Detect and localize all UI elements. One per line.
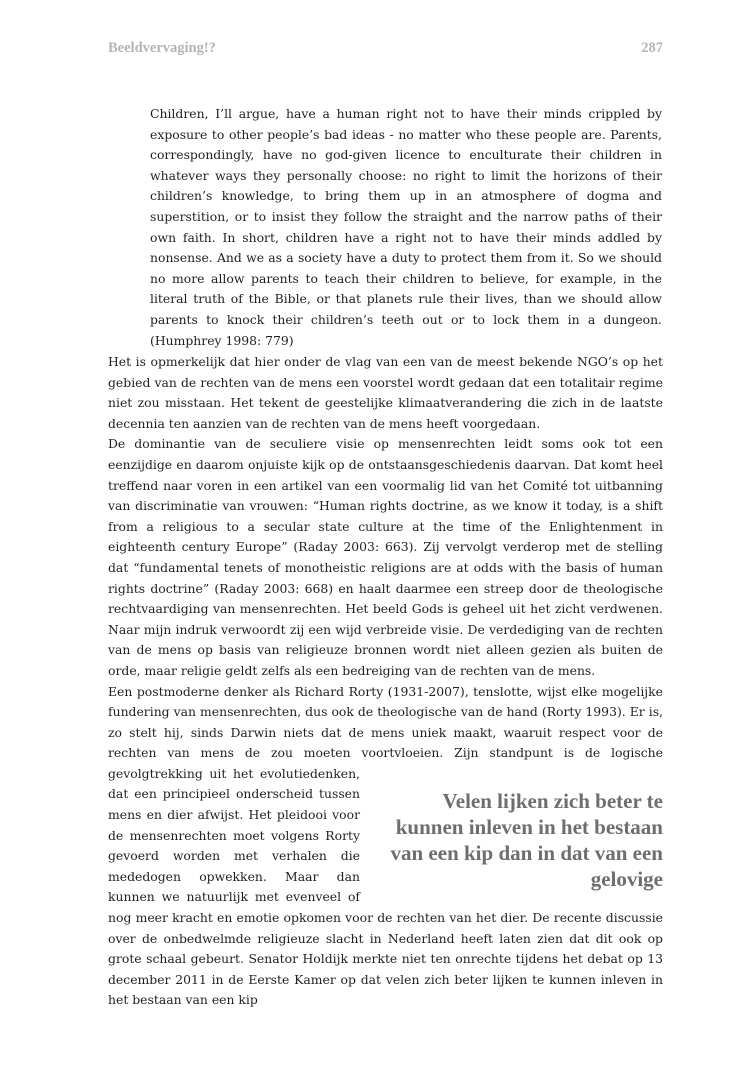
paragraph-1: Het is opmerkelijk dat hier onder de vlag van een van de meest bekende NGO’s op het gebied van de rechten van de mens een voorstel wordt gedaan dat een totalitair regime niet zou misstaan. Het tekent de geestelijke klimaatverandering die zich in de laatste decennia ten aanzien van de rechten van de mens heeft voorgedaan. xyxy=(108,354,663,431)
paragraph-2: De dominantie van de seculiere visie op mensenrechten leidt soms ook tot een eenzijdige en daarom onjuiste kijk op de ontstaansgeschiedenis daarvan. Dat komt heel treffend naar voren in een artikel van een voormalig lid van het Comité tot uitbanning van discriminatie van vrouwen: “Human rights doctrine, as we know it today, is a shift from a religious to a secular state culture at the time of the Enlightenment in eighteenth century Europe” (Raday 2003: 663). Zij vervolgt verderop met de stelling dat “fundamental tenets of monotheistic religions are at odds with the basis of human rights doctrine” (Raday 2003: 668) en haalt daarmee een streep door de theologische rechtvaardiging van mensenrechten. Het beeld Gods is geheel uit het zicht verdwenen. Naar mijn indruk verwoordt zij een wijd verbreide visie. De verdediging van de rechten van de mens op basis van religieuze bronnen wordt niet alleen gezien als buiten de orde, maar religie geldt zelfs als een bedreiging van de rechten van de mens. xyxy=(108,436,663,678)
block-quote: Children, I’ll argue, have a human right not to have their minds crippled by exposure to other people’s bad ideas - no matter who these people are. Parents, correspondingly, have no god-given licence to enculturate their children in whatever ways they personally choose: no right to limit the horizons of their children’s knowledge, to bring them up in an atmosphere of dogma and superstition, or to insist they follow the straight and the narrow paths of their own faith. In short, children have a right not to have their minds addled by nonsense. And we as a society have a duty to protect them from it. So we should no more allow parents to teach their children to believe, for example, in the literal truth of the Bible, or that planets rule their lives, than we should allow parents to knock their children’s teeth out or to lock them in a dungeon. (Humphrey 1998: 779) xyxy=(150,106,662,348)
body-text xyxy=(108,352,663,1011)
page-number: 287 xyxy=(641,40,663,56)
pull-quote: Velen lijken zich beter te kunnen inleven in het bestaan van een kip dan in dat van een gelovige xyxy=(390,788,663,891)
running-title: Beeldvervaging!? xyxy=(108,40,216,56)
paragraph-3-part-2: Zijn standpunt is de logische gevolgtrekking uit het evolutiedenken, dat een principieel onderscheid tussen mens en dier afwijst. Het pleidooi voor de mensenrechten moet volgens Rorty gevoerd worden met verhalen die mededogen opwekken. Maar dan kunnen we natuurlijk met evenveel of nog meer kracht en emotie opkomen voor de rechten van het dier. De recente discussie over de onbedwelmde religieuze slacht in Nederland heeft laten zien dat dit ook op grote schaal gebeurt. Senator Holdijk merkte niet ten onrechte tijdens het debat op 13 december 2011 in de Eerste Kamer op dat velen zich beter lijken te kunnen inleven in het bestaan van een kip xyxy=(108,745,663,1008)
paragraph-3 xyxy=(108,682,663,1012)
paragraph-3-part-1: Een postmoderne denker als Richard Rorty (1931-2007), tenslotte, wijst elke mogelijke fundering van mensenrechten, dus ook de theologische van de hand (Rorty 1993). Er is, zo stelt hij, sinds Darwin niets dat de mens uniek maakt, waaruit respect voor de rechten van mens de zou moeten voortvloeien. xyxy=(108,683,663,761)
